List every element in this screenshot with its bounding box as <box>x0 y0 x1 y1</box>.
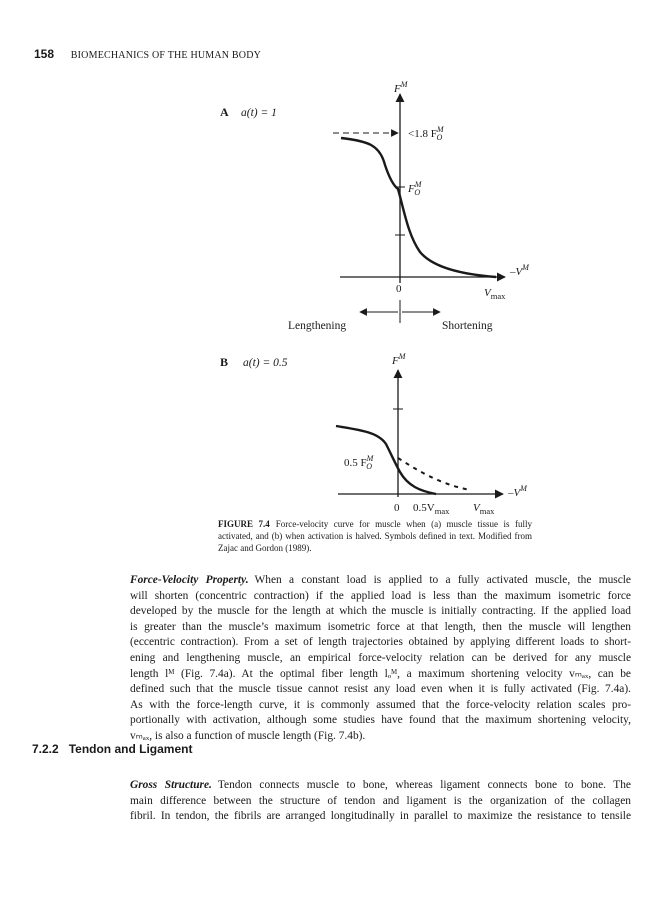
panel-b-activation: a(t) = 0.5 <box>243 357 288 369</box>
paragraph-line: (eccentric contraction). From a set of length trajectories obtained by applying different loads to short- <box>130 636 631 649</box>
section-number: 7.2.2 <box>32 742 59 756</box>
panel-b-half-f-label: 0.5 $F^M$ O <box>344 454 374 471</box>
panel-a-origin: 0 <box>396 283 402 295</box>
shortening-label: Shortening <box>442 320 493 332</box>
paragraph-force-velocity <box>130 573 631 745</box>
paragraph-lead: Gross Structure. <box>130 779 212 791</box>
paragraph-line: fibril. In tendon, the fibrils are arranged longitudinally in parallel to maximize the resistance to tensile <box>130 810 631 823</box>
paragraph-line: As with the force-length curve, it is commonly assumed that the force-velocity relation scales pro- <box>130 698 631 711</box>
panel-a <box>220 80 530 332</box>
paragraph-gross-structure <box>130 778 631 825</box>
panel-b <box>220 352 528 516</box>
paragraph-line: Force-Velocity Property. When a constant load is applied to a fully activated muscle, the muscle <box>130 574 631 586</box>
panel-b-x-label: $-V^M$ <box>508 484 527 499</box>
paragraph-line: portionally with activation, although some studies have found that the maximum shortening velocity, <box>130 714 631 727</box>
paragraph-line: developed by the muscle for the length at which the muscle is initially contracting. If the applied load <box>130 605 631 618</box>
lengthening-label: Lengthening <box>288 320 347 332</box>
panel-b-vmax: $V_{max}$ <box>473 502 495 516</box>
running-title: BIOMECHANICS OF THE HUMAN BODY <box>70 50 262 61</box>
caption-text: Force-velocity curve for muscle when (a) muscle tissue is fully activated, and (b) when activation is halved. Symbols defined in text. Modified from Zajac and Gordon (1989). <box>218 519 532 553</box>
paragraph-line: main difference between the structure of tendon and ligament is the organization of the collagen <box>130 794 631 807</box>
figure-caption <box>218 518 532 554</box>
section-heading <box>32 742 192 756</box>
panel-a-y-label: $F^M$ <box>394 80 408 95</box>
panel-b-dashed-curve <box>398 458 470 490</box>
paragraph-line: is greater than the muscle’s maximum isometric force at that length, then the muscle will lengthen <box>130 620 631 633</box>
panel-b-half-vmax: $0.5V_{max}$ <box>413 502 450 516</box>
panel-a-plateau-label: <1.8 $F^M$ O <box>408 125 444 142</box>
page-number: 158 <box>34 47 55 61</box>
panel-a-vmax: $V_{max}$ <box>484 287 506 301</box>
panel-a-iso-label: $F^M$ O <box>408 180 422 197</box>
panel-a-x-label: $-V^M$ <box>510 263 529 278</box>
paragraph-line: length lᴹ (Fig. 7.4a). At the optimal fiber length lₒᴹ, a maximum shortening velocity vₘₐₓ, can be <box>130 667 631 680</box>
panel-a-curve <box>341 138 496 277</box>
panel-a-label: A <box>220 105 229 119</box>
paragraph-line: will shorten (concentric contraction) if the applied load is less than the maximum isometric force <box>130 589 631 602</box>
panel-b-y-label: $F^M$ <box>392 352 406 367</box>
paragraph-line: Gross Structure. Tendon connects muscle to bone, whereas ligament connects bone to bone. The <box>130 779 631 791</box>
paragraph-lead: Force-Velocity Property. <box>130 574 249 586</box>
paragraph-line: ening and lengthening muscle, an empirical force-velocity relation can be derived for any muscle <box>130 651 631 664</box>
panel-b-label: B <box>220 355 229 369</box>
panel-b-origin: 0 <box>394 502 400 514</box>
section-title: Tendon and Ligament <box>68 742 193 756</box>
paragraph-line: defined such that the muscle tissue cannot resist any load even when it is fully activated (Fig. 7.4a). <box>130 683 631 696</box>
caption-label: FIGURE 7.4 <box>218 519 270 529</box>
panel-a-activation: a(t) = 1 <box>241 107 277 119</box>
paragraph-line: vₘₐₓ, is also a function of muscle length (Fig. 7.4b). <box>130 729 366 742</box>
